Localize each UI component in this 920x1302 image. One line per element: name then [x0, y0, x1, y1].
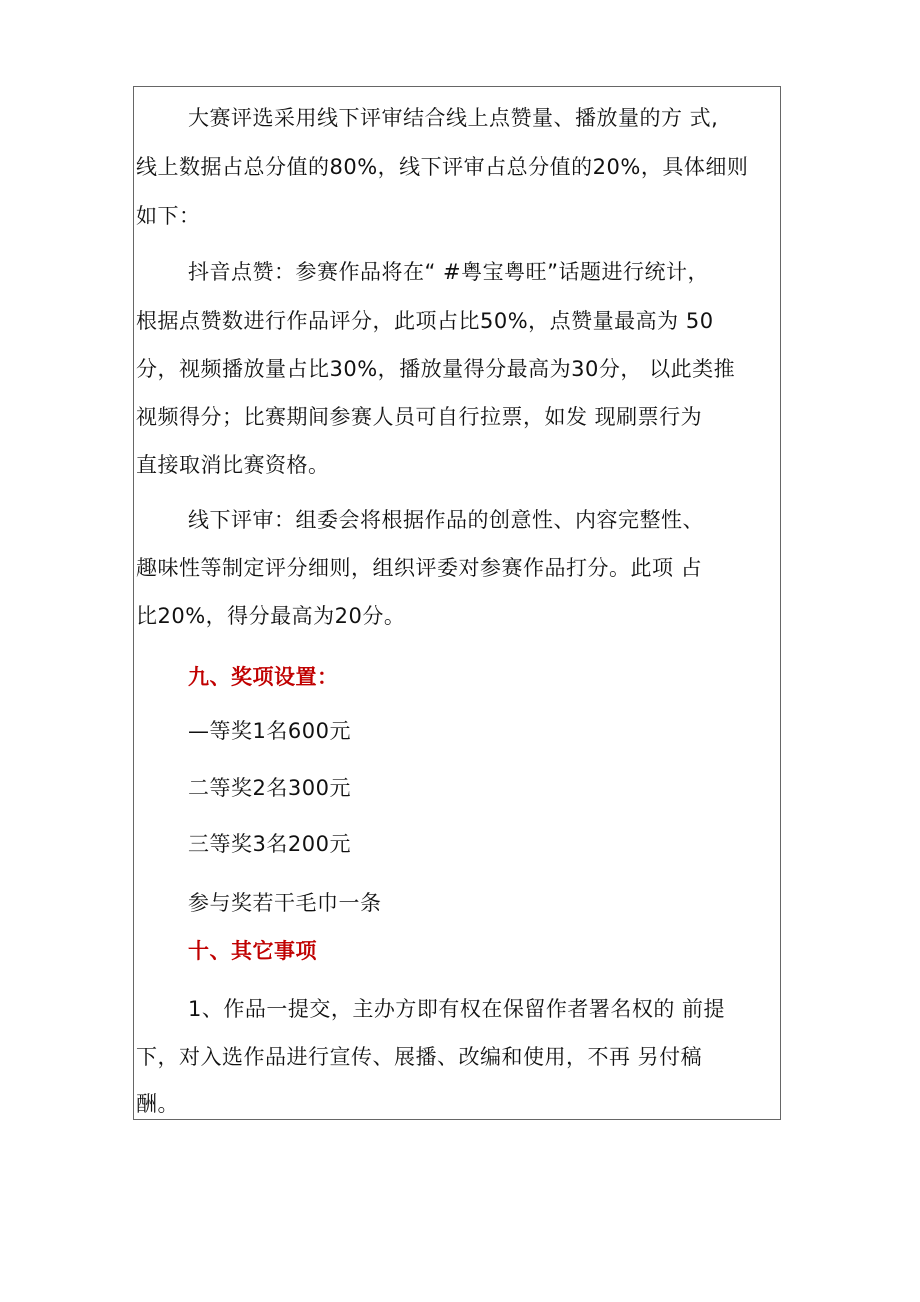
text-line: 根据点赞数进行作品评分，此项占比50%，点赞量最高为 50 [136, 309, 714, 333]
text-line: 趣味性等制定评分细则，组织评委对参赛作品打分。此项 占 [136, 556, 703, 580]
text-line: 酬。 [136, 1092, 179, 1116]
section-heading-prizes: 九、奖项设置： [188, 665, 339, 689]
text-line: 下，对入选作品进行宣传、展播、改编和使用，不再 另付稿 [136, 1045, 703, 1069]
text-line: 分，视频播放量占比30%，播放量得分最高为30分， 以此类推 [136, 357, 736, 381]
section-heading-other: 十、其它事项 [188, 939, 317, 963]
prize-item: 三等奖3名200元 [188, 832, 351, 856]
text-line: 线下评审：组委会将根据作品的创意性、内容完整性、 [188, 508, 704, 532]
prize-item: —等奖1名600元 [188, 719, 351, 743]
prize-item: 参与奖若干毛巾一条 [188, 891, 382, 915]
text-line: 直接取消比赛资格。 [136, 453, 330, 477]
prize-item: 二等奖2名300元 [188, 776, 351, 800]
text-line: 1、作品一提交，主办方即有权在保留作者署名权的 前提 [188, 997, 726, 1021]
text-line: 比20%，得分最高为20分。 [136, 604, 406, 628]
text-line: 线上数据占总分值的80%，线下评审占总分值的20%，具体细则 [136, 155, 749, 179]
text-line: 如下： [136, 204, 201, 228]
text-line: 大赛评选采用线下评审结合线上点赞量、播放量的方 式, [188, 106, 719, 130]
text-line: 抖音点赞：参赛作品将在“ #粤宝粤旺”话题进行统计， [188, 260, 710, 284]
text-line: 视频得分；比赛期间参赛人员可自行拉票，如发 现刷票行为 [136, 405, 703, 429]
